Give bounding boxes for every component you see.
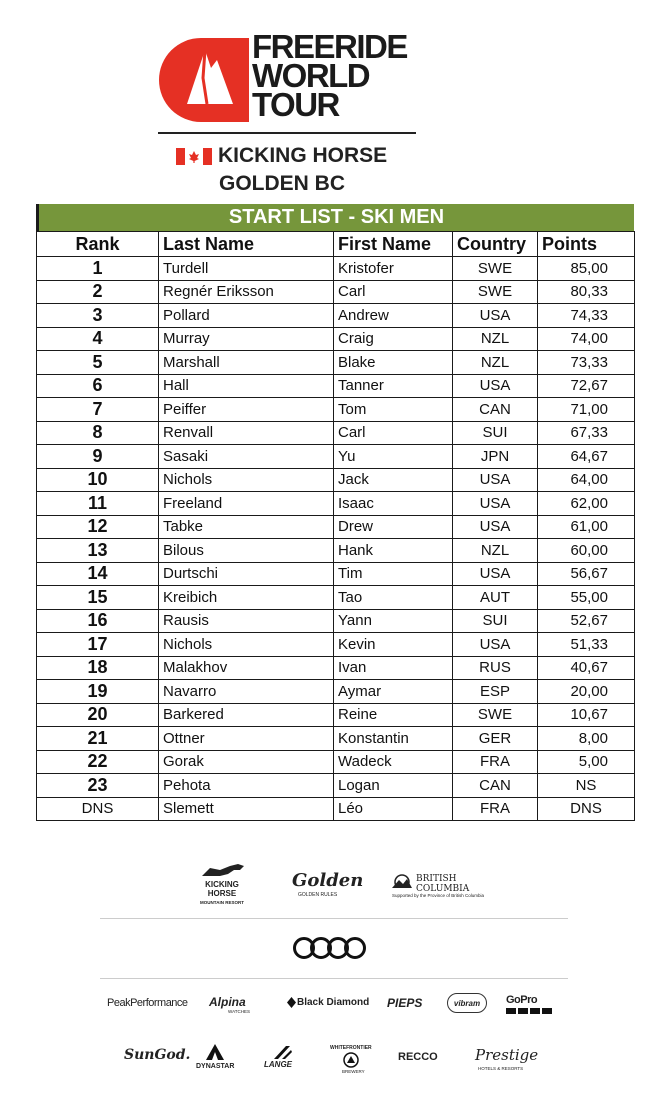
country-cell: USA [453, 562, 538, 586]
points-cell: 10,67 [538, 703, 635, 727]
rank-cell: 1 [37, 257, 159, 281]
country-cell: JPN [453, 445, 538, 469]
points-cell: 8,00 [538, 727, 635, 751]
first-name-cell: Reine [334, 703, 453, 727]
first-name-cell: Tao [334, 586, 453, 610]
table-row [37, 398, 635, 422]
points-cell: 67,33 [538, 421, 635, 445]
whitefrontier-badge-icon [342, 1052, 360, 1068]
points-cell: 64,00 [538, 468, 635, 492]
last-name-cell: Freeland [159, 492, 334, 516]
table-row [37, 539, 635, 563]
country-cell: USA [453, 468, 538, 492]
rank-cell: 5 [37, 351, 159, 375]
start-list-table [36, 204, 634, 821]
last-name-cell: Barkered [159, 703, 334, 727]
country-cell: CAN [453, 398, 538, 422]
country-cell: SWE [453, 280, 538, 304]
table-row [37, 421, 635, 445]
tour-title: FREERIDE WORLD TOUR [252, 28, 407, 123]
table-row [37, 351, 635, 375]
table-row [37, 774, 635, 798]
canada-flag-icon [176, 148, 212, 165]
points-cell: 56,67 [538, 562, 635, 586]
last-name-cell: Hall [159, 374, 334, 398]
first-name-cell: Jack [334, 468, 453, 492]
column-header-points: Points [538, 232, 635, 257]
points-cell: 61,00 [538, 515, 635, 539]
diamond-icon [287, 997, 296, 1008]
dynastar-sponsor: DYNASTAR [196, 1063, 235, 1070]
country-cell: FRA [453, 750, 538, 774]
freeride-world-tour-logo-icon [159, 38, 249, 122]
points-cell: 60,00 [538, 539, 635, 563]
table-row [37, 609, 635, 633]
points-cell: 85,00 [538, 257, 635, 281]
first-name-cell: Drew [334, 515, 453, 539]
points-cell: NS [538, 774, 635, 798]
first-name-cell: Craig [334, 327, 453, 351]
country-cell: GER [453, 727, 538, 751]
country-cell: NZL [453, 327, 538, 351]
rank-cell: DNS [37, 797, 159, 821]
points-cell: 71,00 [538, 398, 635, 422]
prestige-sponsor: Prestige [475, 1046, 539, 1064]
first-name-cell: Yann [334, 609, 453, 633]
first-name-cell: Tanner [334, 374, 453, 398]
venue-location: GOLDEN BC [219, 172, 345, 195]
rank-cell: 14 [37, 562, 159, 586]
points-cell: 74,00 [538, 327, 635, 351]
first-name-cell: Blake [334, 351, 453, 375]
last-name-cell: Ottner [159, 727, 334, 751]
points-cell: 20,00 [538, 680, 635, 704]
first-name-cell: Aymar [334, 680, 453, 704]
points-cell: DNS [538, 797, 635, 821]
country-cell: AUT [453, 586, 538, 610]
vibram-sponsor: vibram [447, 993, 487, 1013]
rank-cell: 11 [37, 492, 159, 516]
whitefrontier-tagline: BREWERY [342, 1069, 365, 1074]
last-name-cell: Rausis [159, 609, 334, 633]
table-row [37, 374, 635, 398]
points-cell: 72,67 [538, 374, 635, 398]
table-row [37, 703, 635, 727]
rank-cell: 21 [37, 727, 159, 751]
peak-performance-sponsor: PeakPerformance [107, 997, 188, 1009]
country-cell: CAN [453, 774, 538, 798]
rank-cell: 20 [37, 703, 159, 727]
last-name-cell: Durtschi [159, 562, 334, 586]
rank-cell: 7 [37, 398, 159, 422]
first-name-cell: Kevin [334, 633, 453, 657]
table-row [37, 797, 635, 821]
table-row [37, 515, 635, 539]
table-header-row [37, 232, 635, 257]
points-cell: 52,67 [538, 609, 635, 633]
alpina-tagline: WATCHES [228, 1009, 250, 1014]
country-cell: RUS [453, 656, 538, 680]
country-cell: USA [453, 515, 538, 539]
country-cell: SWE [453, 257, 538, 281]
rank-cell: 18 [37, 656, 159, 680]
rank-cell: 22 [37, 750, 159, 774]
prestige-tagline: HOTELS & RESORTS [478, 1066, 524, 1071]
table-row [37, 492, 635, 516]
points-cell: 5,00 [538, 750, 635, 774]
rank-cell: 12 [37, 515, 159, 539]
table-row [37, 562, 635, 586]
rank-cell: 8 [37, 421, 159, 445]
pieps-sponsor: PIEPS [387, 996, 423, 1010]
rank-cell: 23 [37, 774, 159, 798]
audi-rings-icon [292, 936, 368, 960]
kicking-horse-sponsor: KICKING HORSE MOUNTAIN RESORT [200, 880, 244, 905]
rank-cell: 2 [37, 280, 159, 304]
lange-logo-icon [272, 1046, 292, 1059]
black-diamond-sponsor: Black Diamond [297, 997, 370, 1008]
rank-cell: 13 [37, 539, 159, 563]
column-header-first-name: First Name [334, 232, 453, 257]
first-name-cell: Ivan [334, 656, 453, 680]
first-name-cell: Carl [334, 421, 453, 445]
header-divider [158, 132, 416, 134]
last-name-cell: Tabke [159, 515, 334, 539]
first-name-cell: Hank [334, 539, 453, 563]
dynastar-logo-icon [206, 1044, 224, 1060]
gopro-sponsor: GoPro [506, 994, 538, 1006]
british-columbia-tagline: Supported by the Province of British Columbia [392, 893, 485, 898]
last-name-cell: Marshall [159, 351, 334, 375]
country-cell: FRA [453, 797, 538, 821]
country-cell: USA [453, 492, 538, 516]
rank-cell: 4 [37, 327, 159, 351]
table-row [37, 304, 635, 328]
first-name-cell: Kristofer [334, 257, 453, 281]
table-title: START LIST - SKI MEN [36, 204, 634, 231]
last-name-cell: Murray [159, 327, 334, 351]
sponsor-divider [100, 978, 568, 979]
column-header-last-name: Last Name [159, 232, 334, 257]
last-name-cell: Bilous [159, 539, 334, 563]
gopro-squares-icon [506, 1008, 554, 1014]
table-row [37, 586, 635, 610]
first-name-cell: Logan [334, 774, 453, 798]
last-name-cell: Renvall [159, 421, 334, 445]
sun-mountain-icon [390, 872, 414, 888]
first-name-cell: Wadeck [334, 750, 453, 774]
alpina-sponsor: Alpina [209, 995, 246, 1009]
british-columbia-sponsor: BRITISH COLUMBIA [416, 874, 470, 894]
horse-logo-icon [200, 862, 246, 878]
country-cell: NZL [453, 351, 538, 375]
country-cell: USA [453, 633, 538, 657]
last-name-cell: Kreibich [159, 586, 334, 610]
country-cell: SUI [453, 609, 538, 633]
table-row [37, 280, 635, 304]
first-name-cell: Tom [334, 398, 453, 422]
table-row [37, 468, 635, 492]
table-row [37, 680, 635, 704]
table-row [37, 445, 635, 469]
first-name-cell: Carl [334, 280, 453, 304]
last-name-cell: Pollard [159, 304, 334, 328]
column-header-country: Country [453, 232, 538, 257]
points-cell: 74,33 [538, 304, 635, 328]
first-name-cell: Andrew [334, 304, 453, 328]
rank-cell: 17 [37, 633, 159, 657]
last-name-cell: Malakhov [159, 656, 334, 680]
points-cell: 51,33 [538, 633, 635, 657]
points-cell: 64,67 [538, 445, 635, 469]
rank-cell: 9 [37, 445, 159, 469]
rank-cell: 3 [37, 304, 159, 328]
points-cell: 73,33 [538, 351, 635, 375]
first-name-cell: Yu [334, 445, 453, 469]
last-name-cell: Turdell [159, 257, 334, 281]
last-name-cell: Regnér Eriksson [159, 280, 334, 304]
table-row [37, 750, 635, 774]
sungod-sponsor: SunGod. [124, 1047, 191, 1063]
whitefrontier-sponsor: WHITEFRONTIER [330, 1045, 372, 1051]
venue-name: KICKING HORSE [218, 144, 388, 167]
last-name-cell: Peiffer [159, 398, 334, 422]
first-name-cell: Léo [334, 797, 453, 821]
country-cell: ESP [453, 680, 538, 704]
last-name-cell: Slemett [159, 797, 334, 821]
country-cell: NZL [453, 539, 538, 563]
first-name-cell: Konstantin [334, 727, 453, 751]
country-cell: SUI [453, 421, 538, 445]
rank-cell: 19 [37, 680, 159, 704]
country-cell: SWE [453, 703, 538, 727]
rank-cell: 16 [37, 609, 159, 633]
rank-cell: 10 [37, 468, 159, 492]
last-name-cell: Gorak [159, 750, 334, 774]
last-name-cell: Sasaki [159, 445, 334, 469]
sponsor-divider [100, 918, 568, 919]
golden-sponsor: Golden [292, 870, 364, 891]
table-row [37, 656, 635, 680]
lange-sponsor: LANGE [264, 1060, 292, 1069]
points-cell: 40,67 [538, 656, 635, 680]
points-cell: 62,00 [538, 492, 635, 516]
first-name-cell: Isaac [334, 492, 453, 516]
points-cell: 55,00 [538, 586, 635, 610]
country-cell: USA [453, 304, 538, 328]
table-row [37, 257, 635, 281]
country-cell: USA [453, 374, 538, 398]
table-row [37, 727, 635, 751]
last-name-cell: Nichols [159, 633, 334, 657]
table-row [37, 633, 635, 657]
last-name-cell: Nichols [159, 468, 334, 492]
points-cell: 80,33 [538, 280, 635, 304]
column-header-rank: Rank [37, 232, 159, 257]
rank-cell: 15 [37, 586, 159, 610]
recco-sponsor: RECCO [398, 1051, 438, 1063]
last-name-cell: Navarro [159, 680, 334, 704]
rank-cell: 6 [37, 374, 159, 398]
table-row [37, 327, 635, 351]
golden-sponsor-tagline: GOLDEN RULES [298, 892, 338, 898]
last-name-cell: Pehota [159, 774, 334, 798]
first-name-cell: Tim [334, 562, 453, 586]
